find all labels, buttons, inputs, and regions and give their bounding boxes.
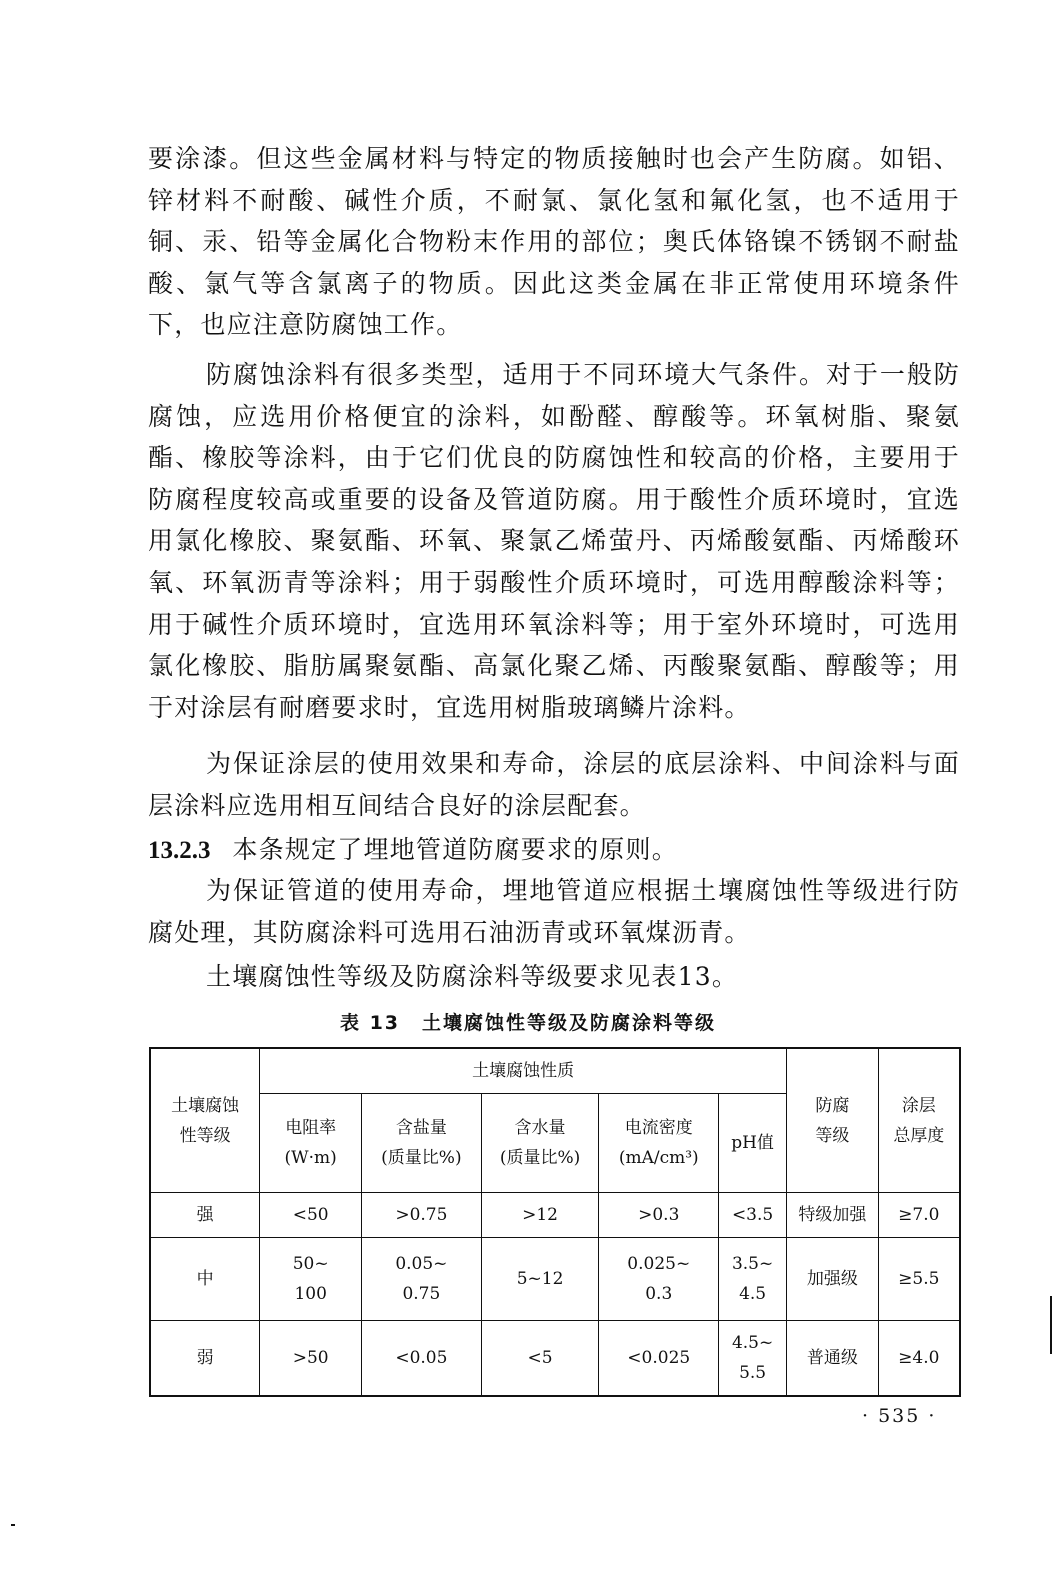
scan-artifact-dot <box>11 1524 15 1526</box>
scan-artifact-line <box>1050 1296 1052 1354</box>
table-number: 表 13 <box>339 1012 401 1034</box>
cell-salt: >0.75 <box>362 1193 482 1238</box>
cell-resistivity: <50 <box>260 1193 362 1238</box>
header-current-density: 电流密度 (mA/cm³) <box>599 1094 719 1193</box>
header-ph: pH值 <box>719 1094 787 1193</box>
table-row <box>150 1238 960 1321</box>
cell-resistivity: >50 <box>260 1321 362 1397</box>
cell-ph: 3.5~ 4.5 <box>719 1238 787 1321</box>
section-title: 本条规定了埋地管道防腐要求的原则。 <box>232 835 678 864</box>
cell-protection: 特级加强 <box>787 1193 879 1238</box>
cell-thickness: ≥5.5 <box>878 1238 960 1321</box>
header-water-content: 含水量 (质量比%) <box>481 1094 599 1193</box>
body-paragraph-3: 为保证涂层的使用效果和寿命，涂层的底层涂料、中间涂料与面层涂料应选用相互间结合良好的涂层配套。 <box>148 749 960 820</box>
body-paragraph-2: 防腐蚀涂料有很多类型，适用于不同环境大气条件。对于一般防腐蚀，应选用价格便宜的涂料，如酚醛、醇酸等。环氧树脂、聚氨酯、橡胶等涂料，由于它们优良的防腐蚀性和较高的价格，主要用于防腐程度较高或重要的设备及管道防腐。用于酸性介质环境时，宜选用氯化橡胶、聚氨酯、环氧、聚氯乙烯萤丹、丙烯酸氨酯、丙烯酸环氧、环氧沥青等涂料；用于弱酸性介质环境时，可选用醇酸涂料等；用于碱性介质环境时，宜选用环氧涂料等；用于室外环境时，可选用氯化橡胶、脂肪属聚氨酯、高氯化聚乙烯、丙酸聚氨酯、醇酸等；用于对涂层有耐磨要求时，宜选用树脂玻璃鳞片涂料。 <box>148 360 960 722</box>
cell-current: <0.025 <box>599 1321 719 1397</box>
cell-resistivity: 50~ 100 <box>260 1238 362 1321</box>
cell-thickness: ≥7.0 <box>878 1193 960 1238</box>
section-paragraph-2: 土壤腐蚀性等级及防腐涂料等级要求见表13。 <box>206 962 739 991</box>
cell-water: 5~12 <box>481 1238 599 1321</box>
header-soil-properties: 土壤腐蚀性质 <box>260 1048 787 1094</box>
section-paragraph-1: 为保证管道的使用寿命，埋地管道应根据土壤腐蚀性等级进行防腐处理，其防腐涂料可选用石油沥青或环氧煤沥青。 <box>148 876 960 947</box>
cell-current: >0.3 <box>599 1193 719 1238</box>
cell-grade: 中 <box>150 1238 260 1321</box>
cell-ph: <3.5 <box>719 1193 787 1238</box>
cell-grade: 强 <box>150 1193 260 1238</box>
page-number: · 535 · <box>862 1405 937 1427</box>
cell-water: >12 <box>481 1193 599 1238</box>
cell-current: 0.025~ 0.3 <box>599 1238 719 1321</box>
cell-salt: <0.05 <box>362 1321 482 1397</box>
header-protection-level: 防腐 等级 <box>787 1048 879 1193</box>
body-paragraph-1: 要涂漆。但这些金属材料与特定的物质接触时也会产生防腐。如铝、锌材料不耐酸、碱性介质，不耐氯、氯化氢和氟化氢，也不适用于铜、汞、铅等金属化合物粉末作用的部位；奥氏体铬镍不锈钢不耐盐酸、氯气等含氯离子的物质。因此这类金属在非正常使用环境条件下，也应注意防腐蚀工作。 <box>148 144 960 340</box>
table-row <box>150 1321 960 1397</box>
cell-salt: 0.05~ 0.75 <box>362 1238 482 1321</box>
table-row <box>150 1193 960 1238</box>
cell-ph: 4.5~ 5.5 <box>719 1321 787 1397</box>
cell-protection: 加强级 <box>787 1238 879 1321</box>
cell-water: <5 <box>481 1321 599 1397</box>
cell-thickness: ≥4.0 <box>878 1321 960 1397</box>
table-title: 土壤腐蚀性等级及防腐涂料等级 <box>422 1012 717 1034</box>
cell-protection: 普通级 <box>787 1321 879 1397</box>
table-caption <box>0 1008 1056 1035</box>
header-resistivity: 电阻率 (W·m) <box>260 1094 362 1193</box>
header-coating-thickness: 涂层 总厚度 <box>878 1048 960 1193</box>
section-number: 13.2.3 <box>148 837 211 864</box>
header-salt-content: 含盐量 (质量比%) <box>362 1094 482 1193</box>
header-grade: 土壤腐蚀性等级 <box>150 1048 260 1193</box>
cell-grade: 弱 <box>150 1321 260 1397</box>
section-heading <box>148 829 678 872</box>
soil-corrosion-table <box>149 1047 961 1397</box>
